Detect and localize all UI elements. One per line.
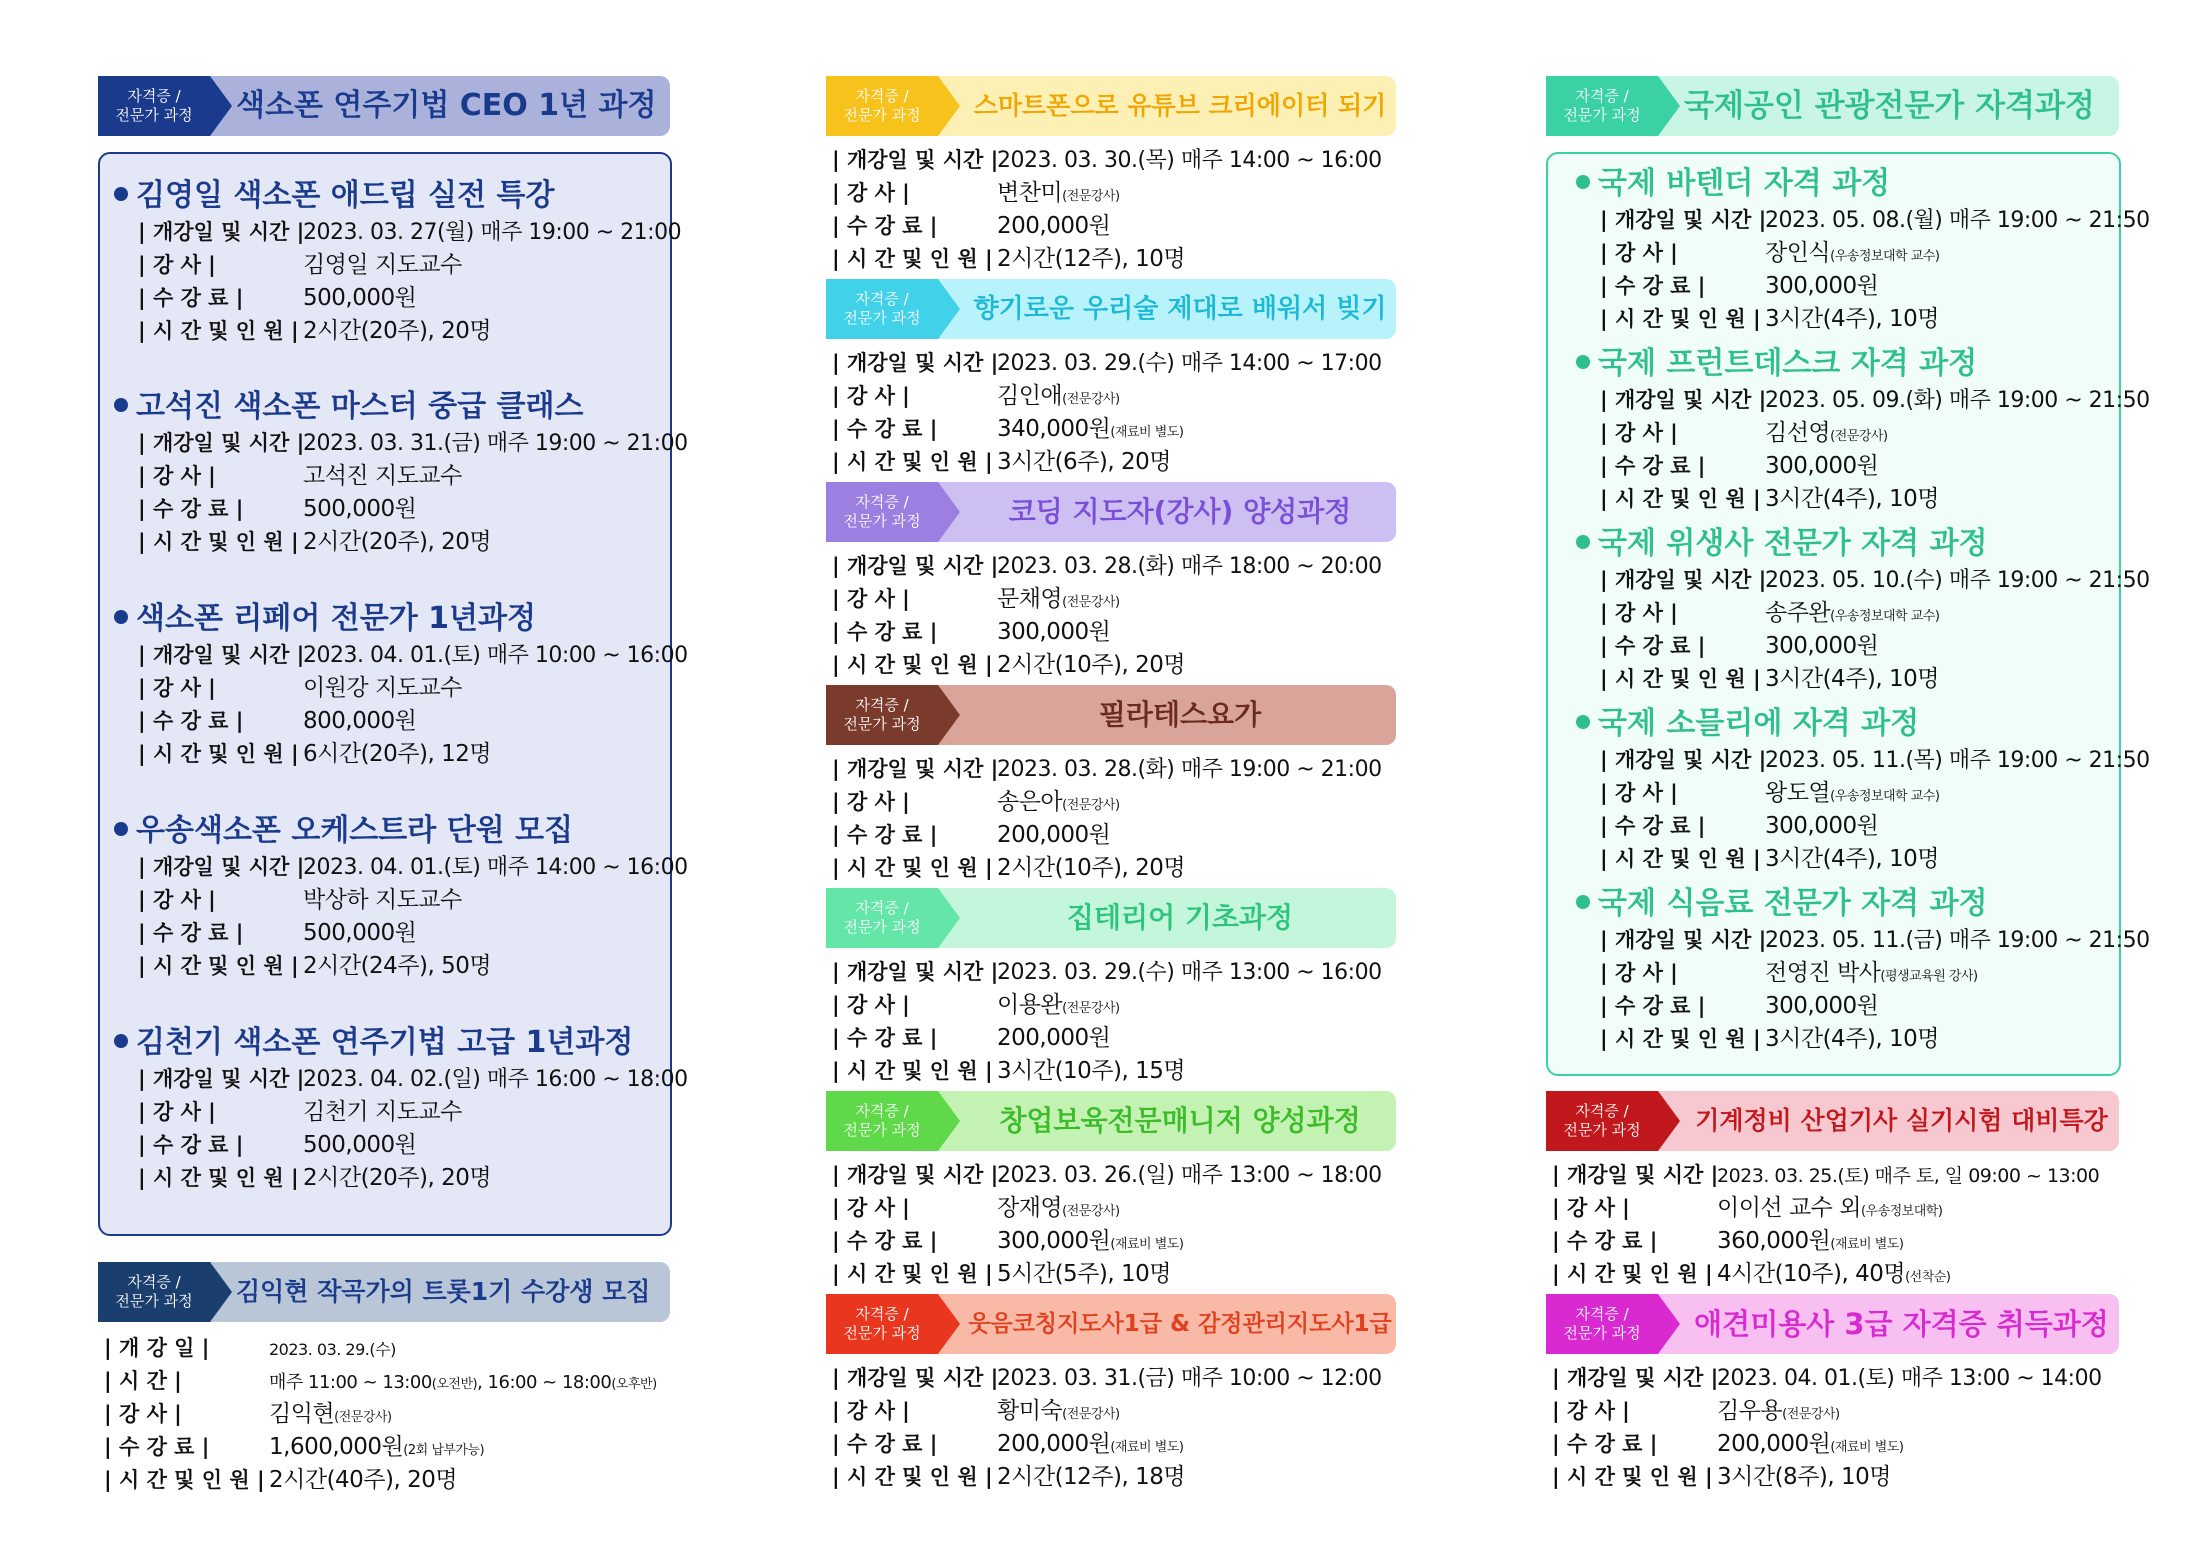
info-row-date: | 개강일 및 시간 |2023. 05. 10.(수) 매주 19:00 ~ 21:50 — [1600, 568, 2150, 593]
course-title-line — [114, 387, 688, 427]
info-row-teacher: | 강 사 | 김인애(전문강사) — [832, 383, 1120, 409]
certificate-tag: 자격증 / 전문가 과정 — [98, 76, 210, 136]
info-row-time: | 시 간 및 인 원 | 2시간(20주), 20명 — [138, 318, 492, 344]
info-row-date: | 개강일 및 시간 |2023. 04. 01.(토) 매주 10:00 ~ 16:00 — [138, 643, 688, 668]
header-title: 국제공인 관광전문가 자격과정 — [1684, 88, 2095, 124]
info-row-time: | 시 간 및 인 원 | 6시간(20주), 12명 — [138, 741, 492, 767]
course-details — [1552, 1159, 2099, 1291]
course-title-line — [1576, 704, 2150, 744]
info-row-time: | 시 간 및 인 원 | 2시간(10주), 20명 — [832, 855, 1186, 881]
info-row-fee: | 수 강 료 | 360,000원(재료비 별도) — [1552, 1228, 1904, 1254]
course-details — [1552, 1362, 2102, 1494]
info-row-fee: | 수 강 료 | 340,000원(재료비 별도) — [832, 416, 1184, 442]
trot-course-details — [104, 1332, 657, 1497]
info-row-open: | 개 강 일 | 2023. 03. 29.(수) — [104, 1336, 396, 1360]
info-row-fee: | 수 강 료 | 800,000원 — [138, 708, 417, 734]
info-row-date: | 개강일 및 시간 |2023. 05. 11.(금) 매주 19:00 ~ 21:50 — [1600, 928, 2150, 953]
info-row-date: | 개강일 및 시간 |2023. 05. 09.(화) 매주 19:00 ~ 21:50 — [1600, 388, 2150, 413]
header-title: 색소폰 연주기법 CEO 1년 과정 — [236, 88, 657, 123]
info-row-teacher: | 강 사 | 이이선 교수 외(우송정보대학) — [1552, 1195, 1943, 1221]
tourism-course — [1576, 704, 2150, 876]
course-details — [832, 1362, 1382, 1494]
info-row-fee: | 수 강 료 | 200,000원(재료비 별도) — [832, 1431, 1184, 1457]
info-row-teacher: | 강 사 | 김우용(전문강사) — [1552, 1398, 1840, 1424]
info-row-time: | 시 간 및 인 원 | 3시간(8주), 10명 — [1552, 1464, 1891, 1490]
header-title: 기계정비 산업기사 실기시험 대비특강 — [1695, 1106, 2108, 1135]
info-row-teacher: | 강 사 | 송은아(전문강사) — [832, 789, 1120, 815]
info-row-date: | 개강일 및 시간 |2023. 03. 29.(수) 매주 13:00 ~ 16:00 — [832, 960, 1382, 985]
course-title-line — [1576, 164, 2150, 204]
info-row-fee: | 수 강 료 | 300,000원 — [1600, 633, 1879, 659]
course-title: 우송색소폰 오케스트라 단원 모집 — [136, 813, 574, 848]
certificate-tag: 자격증 / 전문가 과정 — [826, 888, 938, 948]
certificate-tag: 자격증 / 전문가 과정 — [826, 1091, 938, 1151]
header-tourism — [1546, 76, 2119, 136]
bullet-icon — [114, 610, 128, 624]
info-row-date: | 개강일 및 시간 |2023. 04. 01.(토) 매주 14:00 ~ 16:00 — [138, 855, 688, 880]
course-title-line — [114, 811, 688, 851]
course-details — [832, 144, 1382, 276]
info-row-fee: | 수 강 료 | 300,000원 — [832, 619, 1111, 645]
header-trot-course — [98, 1262, 670, 1322]
info-row-fee: | 수 강 료 | 500,000원 — [138, 920, 417, 946]
course-title-line — [1576, 524, 2150, 564]
info-row-teacher: | 강 사 | 박상하 지도교수 — [138, 887, 462, 913]
saxophone-course — [114, 1023, 688, 1195]
course-title-line — [114, 1023, 688, 1063]
bullet-icon — [114, 822, 128, 836]
info-row-teacher: | 강 사 | 전영진 박사(평생교육원 강사) — [1600, 960, 1978, 986]
info-row-time: | 시 간 및 인 원 | 3시간(4주), 10명 — [1600, 306, 1939, 332]
course-details — [832, 753, 1382, 885]
info-row-fee: | 수 강 료 | 300,000원(재료비 별도) — [832, 1228, 1184, 1254]
header-course-7 — [826, 1294, 1396, 1354]
info-row-teacher: | 강 사 | 김선영(전문강사) — [1600, 420, 1888, 446]
info-row-teacher: | 강 사 | 문채영(전문강사) — [832, 586, 1120, 612]
certificate-tag: 자격증 / 전문가 과정 — [826, 482, 938, 542]
info-row-date: | 개강일 및 시간 |2023. 03. 28.(화) 매주 19:00 ~ 21:00 — [832, 757, 1382, 782]
certificate-tag: 자격증 / 전문가 과정 — [98, 1262, 210, 1322]
info-row-time: | 시 간 및 인 원 | 3시간(10주), 15명 — [832, 1058, 1186, 1084]
saxophone-course — [114, 599, 688, 771]
course-title: 국제 식음료 전문가 자격 과정 — [1598, 886, 1988, 921]
info-row-date: | 개강일 및 시간 |2023. 04. 02.(일) 매주 16:00 ~ 18:00 — [138, 1067, 688, 1092]
info-row-time: | 시 간 및 인 원 | 4시간(10주), 40명(선착순) — [1552, 1261, 1951, 1287]
info-row-teacher: | 강 사 | 왕도열(우송정보대학 교수) — [1600, 780, 1940, 806]
course-title-line — [114, 176, 681, 216]
header-course-5 — [826, 888, 1396, 948]
info-row-time: | 시 간 및 인 원 | 3시간(4주), 10명 — [1600, 486, 1939, 512]
header-course-2 — [826, 279, 1396, 339]
info-row-teacher: | 강 사 | 김익현(전문강사) — [104, 1401, 392, 1427]
info-row-date: | 개강일 및 시간 |2023. 03. 29.(수) 매주 14:00 ~ 17:00 — [832, 351, 1382, 376]
course-title: 국제 소믈리에 자격 과정 — [1598, 706, 1920, 741]
header-title: 스마트폰으로 유튜브 크리에이터 되기 — [973, 91, 1387, 120]
info-row-date: | 개강일 및 시간 |2023. 03. 27(월) 매주 19:00 ~ 21:00 — [138, 220, 682, 245]
info-row-fee: | 수 강 료 | 500,000원 — [138, 1132, 417, 1158]
course-title: 김영일 색소폰 애드립 실전 특강 — [136, 178, 555, 213]
info-row-teacher: | 강 사 | 송주완(우송정보대학 교수) — [1600, 600, 1940, 626]
header-course-4 — [826, 685, 1396, 745]
info-row-teacher: | 강 사 | 황미숙(전문강사) — [832, 1398, 1120, 1424]
info-row-date: | 개강일 및 시간 |2023. 03. 31.(금) 매주 10:00 ~ 12:00 — [832, 1366, 1382, 1391]
info-row-time: | 시 간 및 인 원 | 2시간(10주), 20명 — [832, 652, 1186, 678]
info-row-time: | 시 간 및 인 원 | 2시간(12주), 18명 — [832, 1464, 1186, 1490]
course-title: 국제 바텐더 자격 과정 — [1598, 166, 1891, 201]
info-row-date: | 개강일 및 시간 |2023. 03. 30.(목) 매주 14:00 ~ 16:00 — [832, 148, 1382, 173]
info-row-time: | 시 간 및 인 원 | 3시간(6주), 20명 — [832, 449, 1171, 475]
info-row-teacher: | 강 사 | 김영일 지도교수 — [138, 252, 462, 278]
saxophone-course — [114, 387, 688, 559]
info-row-teacher: | 강 사 | 이원강 지도교수 — [138, 675, 462, 701]
course-title-line — [1576, 344, 2150, 384]
saxophone-course — [114, 811, 688, 983]
header-course-3 — [826, 482, 1396, 542]
certificate-tag: 자격증 / 전문가 과정 — [826, 685, 938, 745]
header-extra-course-2 — [1546, 1294, 2119, 1354]
info-row-time: | 시 간 및 인 원 | 2시간(24주), 50명 — [138, 953, 492, 979]
info-row-fee: | 수 강 료 | 500,000원 — [138, 285, 417, 311]
bullet-icon — [1576, 895, 1590, 909]
course-title: 고석진 색소폰 마스터 중급 클래스 — [136, 389, 584, 424]
info-row-date: | 개강일 및 시간 |2023. 05. 08.(월) 매주 19:00 ~ 21:50 — [1600, 208, 2150, 233]
certificate-tag: 자격증 / 전문가 과정 — [1546, 1294, 1658, 1354]
header-title: 향기로운 우리술 제대로 배워서 빚기 — [973, 294, 1387, 324]
info-row-fee: | 수 강 료 | 200,000원(재료비 별도) — [1552, 1431, 1904, 1457]
info-row-date: | 개강일 및 시간 |2023. 05. 11.(목) 매주 19:00 ~ 21:50 — [1600, 748, 2150, 773]
tourism-course — [1576, 164, 2150, 336]
info-row-date: | 개강일 및 시간 |2023. 03. 26.(일) 매주 13:00 ~ 18:00 — [832, 1163, 1382, 1188]
info-row-time: | 시 간 및 인 원 | 5시간(5주), 10명 — [832, 1261, 1171, 1287]
info-row-time: | 시 간 및 인 원 | 3시간(4주), 10명 — [1600, 846, 1939, 872]
certificate-tag: 자격증 / 전문가 과정 — [826, 279, 938, 339]
info-row-date: | 개강일 및 시간 |2023. 03. 31.(금) 매주 19:00 ~ 21:00 — [138, 431, 688, 456]
course-title: 국제 프런트데스크 자격 과정 — [1598, 346, 1978, 381]
info-row-fee: | 수 강 료 | 500,000원 — [138, 496, 417, 522]
header-extra-course-1 — [1546, 1091, 2119, 1151]
bullet-icon — [114, 187, 128, 201]
info-row-fee: | 수 강 료 | 300,000원 — [1600, 813, 1879, 839]
info-row-time: | 시 간 및 인 원 | 2시간(12주), 10명 — [832, 246, 1186, 272]
info-row-fee: | 수 강 료 | 300,000원 — [1600, 993, 1879, 1019]
info-row-teacher: | 강 사 | 장인식(우송정보대학 교수) — [1600, 240, 1940, 266]
course-details — [832, 956, 1382, 1088]
info-row-fee: | 수 강 료 | 200,000원 — [832, 822, 1111, 848]
info-row-fee: | 수 강 료 | 200,000원 — [832, 1025, 1111, 1051]
course-details — [832, 1159, 1382, 1291]
course-title: 국제 위생사 전문가 자격 과정 — [1598, 526, 1988, 561]
certificate-tag: 자격증 / 전문가 과정 — [1546, 76, 1658, 136]
header-title: 김익현 작곡가의 트롯1기 수강생 모집 — [236, 1277, 651, 1306]
info-row-fee: | 수 강 료 | 300,000원 — [1600, 453, 1879, 479]
course-title-line — [1576, 884, 2150, 924]
info-row-time: | 시 간 및 인 원 | 3시간(4주), 10명 — [1600, 1026, 1939, 1052]
bullet-icon — [114, 398, 128, 412]
course-details — [832, 550, 1382, 682]
certificate-tag: 자격증 / 전문가 과정 — [826, 1294, 938, 1354]
info-row-teacher: | 강 사 | 이용완(전문강사) — [832, 992, 1120, 1018]
header-saxophone-ceo — [98, 76, 670, 136]
info-row-fee: | 수 강 료 | 300,000원 — [1600, 273, 1879, 299]
tourism-course — [1576, 884, 2150, 1056]
certificate-tag: 자격증 / 전문가 과정 — [826, 76, 938, 136]
header-title: 웃음코칭지도사1급 & 감정관리지도사1급 — [968, 1311, 1392, 1337]
course-title-line — [114, 599, 688, 639]
course-title: 색소폰 리페어 전문가 1년과정 — [136, 601, 536, 636]
info-row-time: | 시 간 및 인 원 | 2시간(20주), 20명 — [138, 529, 492, 555]
saxophone-course — [114, 176, 681, 348]
certificate-tag: 자격증 / 전문가 과정 — [1546, 1091, 1658, 1151]
tourism-course — [1576, 524, 2150, 696]
header-title: 창업보육전문매니저 양성과정 — [999, 1104, 1361, 1137]
header-title: 필라테스요가 — [1098, 698, 1262, 731]
info-row-fee: | 수 강 료 | 200,000원 — [832, 213, 1111, 239]
bullet-icon — [1576, 535, 1590, 549]
bullet-icon — [114, 1034, 128, 1048]
bullet-icon — [1576, 175, 1590, 189]
tourism-course — [1576, 344, 2150, 516]
bullet-icon — [1576, 355, 1590, 369]
course-title: 김천기 색소폰 연주기법 고급 1년과정 — [136, 1025, 634, 1060]
header-title: 집테리어 기초과정 — [1066, 901, 1294, 934]
header-course-6 — [826, 1091, 1396, 1151]
bullet-icon — [1576, 715, 1590, 729]
header-course-1 — [826, 76, 1396, 136]
info-row-date: | 개강일 및 시간 |2023. 04. 01.(토) 매주 13:00 ~ 14:00 — [1552, 1366, 2102, 1391]
info-row-teacher: | 강 사 | 김천기 지도교수 — [138, 1099, 462, 1125]
course-details — [832, 347, 1382, 479]
info-row-hours: | 시 간 | 매주 11:00 ~ 13:00(오전반), 16:00 ~ 18:00(오후반) — [104, 1369, 657, 1393]
info-row-teacher: | 강 사 | 고석진 지도교수 — [138, 463, 462, 489]
info-row-time: | 시 간 및 인 원 | 3시간(4주), 10명 — [1600, 666, 1939, 692]
info-row-time: | 시 간 및 인 원 | 2시간(20주), 20명 — [138, 1165, 492, 1191]
info-row-date: | 개강일 및 시간 |2023. 03. 25.(토) 매주 토, 일 09:00 ~ 13:00 — [1552, 1163, 2100, 1187]
header-title: 애견미용사 3급 자격증 취득과정 — [1694, 1307, 2109, 1341]
info-row-time: | 시 간 및 인 원 | 2시간(40주), 20명 — [104, 1467, 458, 1493]
info-row-date: | 개강일 및 시간 |2023. 03. 28.(화) 매주 18:00 ~ 20:00 — [832, 554, 1382, 579]
info-row-fee: | 수 강 료 | 1,600,000원(2회 납부가능) — [104, 1434, 485, 1460]
info-row-teacher: | 강 사 | 장재영(전문강사) — [832, 1195, 1120, 1221]
header-title: 코딩 지도자(강사) 양성과정 — [1008, 495, 1352, 528]
info-row-teacher: | 강 사 | 변찬미(전문강사) — [832, 180, 1120, 206]
